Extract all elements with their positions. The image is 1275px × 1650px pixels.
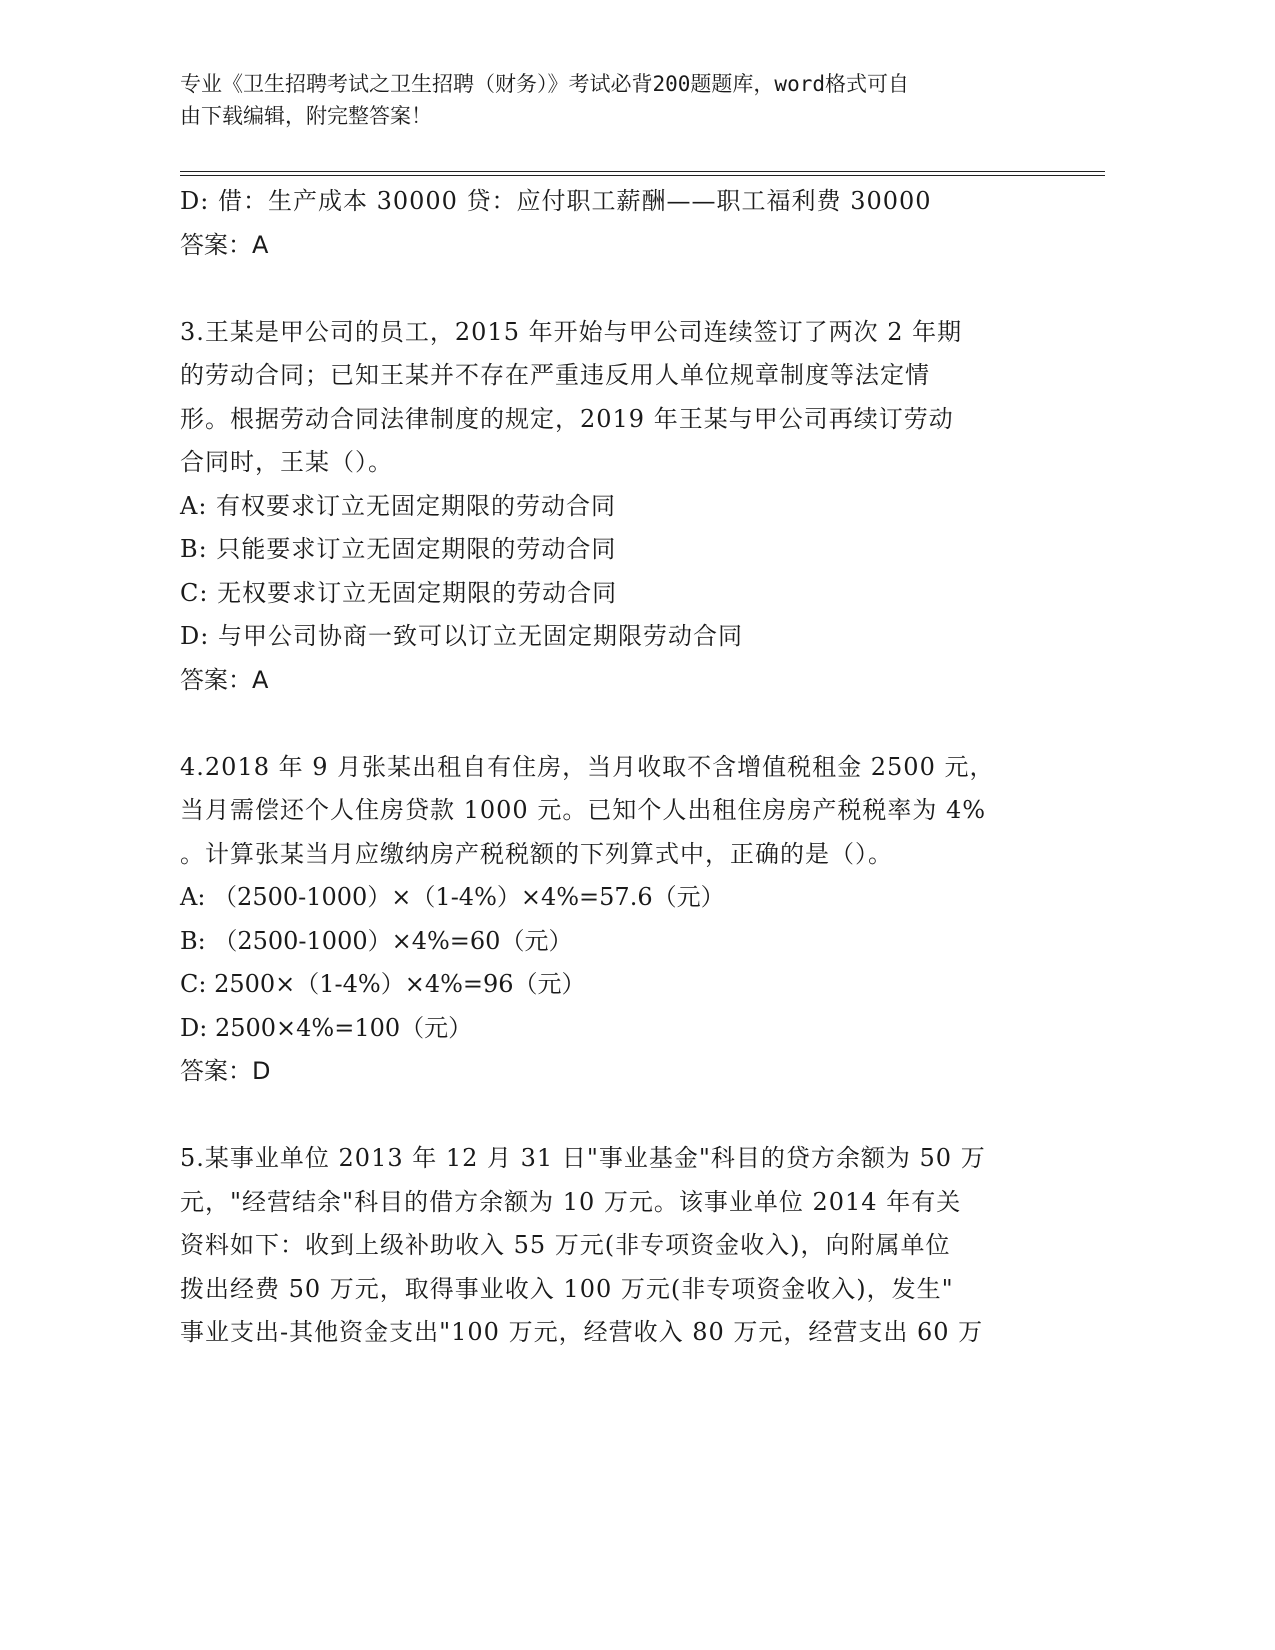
header-line-2: 由下载编辑，附完整答案！ xyxy=(180,104,432,128)
question-3 xyxy=(180,311,1050,703)
option-c: C: 2500×（1-4%）×4%=96（元） xyxy=(180,970,586,998)
question-stem-line: 的劳动合同；已知王某并不存在严重违反用人单位规章制度等法定情 xyxy=(180,361,930,389)
answer-label: 答案：D xyxy=(180,1057,271,1085)
spacer xyxy=(180,267,1050,311)
option-d: D: 借：生产成本 30000 贷：应付职工薪酬——职工福利费 30000 xyxy=(180,187,932,215)
question-5 xyxy=(180,1137,1050,1355)
document-header xyxy=(180,68,1060,132)
option-d: D: 与甲公司协商一致可以订立无固定期限劳动合同 xyxy=(180,622,743,650)
option-a: A: 有权要求订立无固定期限的劳动合同 xyxy=(180,491,617,520)
question-stem-line: 合同时，王某（）。 xyxy=(180,448,393,476)
question-stem-line: 。计算张某当月应缴纳房产税税额的下列算式中，正确的是（）。 xyxy=(180,839,893,868)
spacer xyxy=(180,702,1050,746)
document-body xyxy=(180,180,1050,1355)
question-2-tail xyxy=(180,180,1050,267)
question-stem-line: 5.某事业单位 2013 年 12 月 31 日"事业基金"科目的贷方余额为 50 万 xyxy=(180,1144,986,1172)
question-stem-line: 形。根据劳动合同法律制度的规定，2019 年王某与甲公司再续订劳动 xyxy=(180,404,954,433)
question-stem-line: 事业支出-其他资金支出"100 万元，经营收入 80 万元，经营支出 60 万 xyxy=(180,1318,984,1346)
header-divider-bottom xyxy=(180,175,1105,176)
spacer xyxy=(180,1094,1050,1138)
question-stem-line: 3.王某是甲公司的员工，2015 年开始与甲公司连续签订了两次 2 年期 xyxy=(180,317,963,346)
question-stem-line: 元，"经营结余"科目的借方余额为 10 万元。该事业单位 2014 年有关 xyxy=(180,1187,962,1216)
question-stem-line: 拨出经费 50 万元，取得事业收入 100 万元(非专项资金收入)，发生" xyxy=(180,1274,954,1303)
question-4 xyxy=(180,746,1050,1094)
question-stem-line: 4.2018 年 9 月张某出租自有住房，当月收取不含增值税租金 2500 元， xyxy=(180,752,995,781)
question-stem-line: 资料如下：收到上级补助收入 55 万元(非专项资金收入)，向附属单位 xyxy=(180,1231,951,1259)
answer-label: 答案：A xyxy=(180,230,269,259)
header-divider-top xyxy=(180,171,1105,172)
option-d: D: 2500×4%=100（元） xyxy=(180,1013,473,1042)
option-a: A: （2500-1000）×（1-4%）×4%=57.6（元） xyxy=(180,883,725,911)
option-c: C: 无权要求订立无固定期限的劳动合同 xyxy=(180,578,618,607)
option-b: B: （2500-1000）×4%=60（元） xyxy=(180,926,573,955)
header-line-1: 专业《卫生招聘考试之卫生招聘（财务）》考试必背200题题库，word格式可自 xyxy=(180,72,909,96)
question-stem-line: 当月需偿还个人住房贷款 1000 元。已知个人出租住房房产税税率为 4% xyxy=(180,796,987,824)
answer-label: 答案：A xyxy=(180,665,269,694)
option-b: B: 只能要求订立无固定期限的劳动合同 xyxy=(180,535,617,563)
